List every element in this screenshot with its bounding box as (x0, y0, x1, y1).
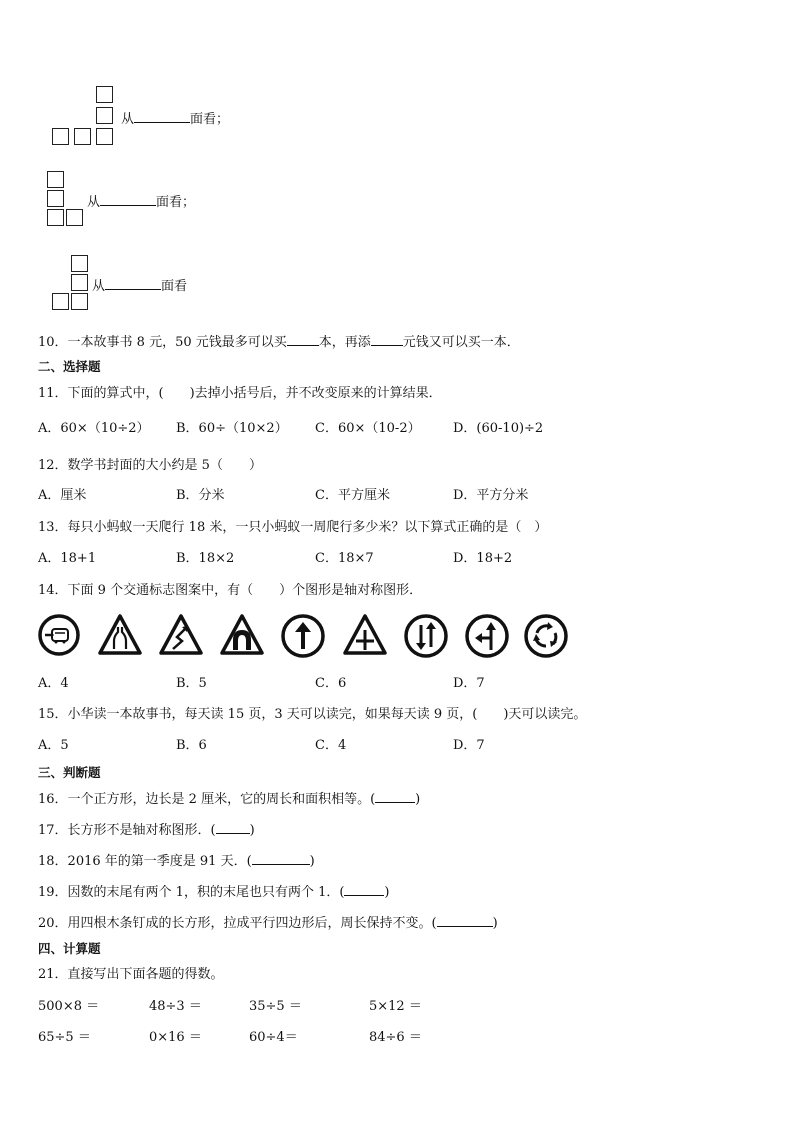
tunnel-sign-icon (219, 613, 265, 657)
question-16: 16．一个正方形，边长是 2 厘米，它的周长和面积相等。( ) (38, 792, 421, 807)
section-heading-calc: 四、计算题 (38, 941, 101, 956)
option-a[interactable]: A．4 (38, 676, 69, 691)
view-line-3: 从 面看 (92, 279, 188, 294)
option-b[interactable]: B．分米 (176, 488, 225, 503)
option-b[interactable]: B．18×2 (176, 551, 235, 566)
question-12-stem: 12．数学书封面的大小约是 5（ ） (38, 458, 262, 473)
question-19: 19．因数的末尾有两个 1，积的末尾也只有两个 1．( ) (38, 885, 390, 900)
option-a[interactable]: A．5 (38, 738, 69, 753)
calc-item: 5×12 ＝ (369, 999, 422, 1014)
zigzag-road-sign-icon (158, 613, 204, 657)
answer-blank[interactable] (105, 277, 161, 290)
crossroad-sign-icon (342, 613, 388, 657)
view-line-1: 从 面看； (121, 112, 230, 127)
answer-blank[interactable] (371, 333, 403, 346)
section-heading-judge: 三、判断题 (38, 765, 101, 780)
traffic-signs-row (0, 613, 794, 659)
answer-blank[interactable] (375, 790, 415, 803)
question-21-stem: 21．直接写出下面各题的得数。 (38, 967, 224, 982)
option-d[interactable]: D．平方分米 (453, 488, 529, 503)
option-a[interactable]: A．60×（10÷2） (38, 421, 150, 436)
option-c[interactable]: C．4 (315, 738, 347, 753)
answer-blank[interactable] (344, 883, 384, 896)
question-11-stem: 11．下面的算式中，( )去掉小括号后，并不改变原来的计算结果． (38, 386, 442, 401)
answer-blank[interactable] (134, 110, 190, 123)
option-d[interactable]: D．18+2 (453, 551, 513, 566)
calc-item: 48÷3 ＝ (149, 999, 202, 1014)
option-c[interactable]: C．6 (315, 676, 347, 691)
option-a[interactable]: A．18+1 (38, 551, 97, 566)
question-20: 20．用四根木条钉成的长方形，拉成平行四边形后，周长保持不变。( ) (38, 916, 498, 931)
option-d[interactable]: D．7 (453, 676, 485, 691)
answer-blank[interactable] (216, 821, 250, 834)
calc-item: 65÷5 ＝ (38, 1030, 91, 1045)
section-heading-choice: 二、选择题 (38, 359, 101, 374)
option-d[interactable]: D．7 (453, 738, 485, 753)
option-b[interactable]: B．60÷（10×2） (176, 421, 288, 436)
question-17: 17．长方形不是轴对称图形．( ) (38, 823, 255, 838)
option-b[interactable]: B．5 (176, 676, 207, 691)
calc-item: 0×16 ＝ (149, 1030, 202, 1045)
answer-blank[interactable] (287, 333, 319, 346)
car-sign-icon (37, 613, 81, 657)
roundabout-sign-icon (523, 613, 569, 659)
question-10: 10．一本故事书 8 元，50 元钱最多可以买 本，再添 元钱又可以买一本． (38, 335, 520, 350)
option-b[interactable]: B．6 (176, 738, 207, 753)
question-15-stem: 15．小华读一本故事书，每天读 15 页，3 天可以读完，如果每天读 9 页，( )天可以读完。 (38, 707, 587, 722)
view-figure-3 (52, 255, 94, 315)
answer-blank[interactable] (100, 193, 156, 206)
left-turn-sign-icon (464, 613, 510, 659)
straight-arrow-sign-icon (280, 613, 326, 659)
answer-blank[interactable] (252, 852, 310, 865)
question-18: 18．2016 年的第一季度是 91 天．( ) (38, 854, 315, 869)
option-c[interactable]: C．60×（10-2） (315, 421, 421, 436)
calc-item: 35÷5 ＝ (249, 999, 302, 1014)
view-figure-1 (52, 86, 122, 148)
calc-item: 60÷4＝ (249, 1030, 298, 1045)
view-line-2: 从 面看； (87, 195, 196, 210)
narrow-road-sign-icon (97, 613, 143, 657)
two-way-arrow-sign-icon (403, 613, 449, 659)
question-13-stem: 13．每只小蚂蚁一天爬行 18 米，一只小蚂蚁一周爬行多少米？以下算式正确的是（ ） (38, 520, 548, 535)
option-d[interactable]: D．(60-10)÷2 (453, 421, 544, 436)
answer-blank[interactable] (437, 914, 493, 927)
view-figure-2 (47, 171, 89, 231)
option-a[interactable]: A．厘米 (38, 488, 87, 503)
option-c[interactable]: C．18×7 (315, 551, 374, 566)
question-14-stem: 14．下面 9 个交通标志图案中，有（ ）个图形是轴对称图形． (38, 583, 423, 598)
option-c[interactable]: C．平方厘米 (315, 488, 390, 503)
calc-item: 84÷6 ＝ (369, 1030, 422, 1045)
calc-item: 500×8 ＝ (38, 999, 100, 1014)
